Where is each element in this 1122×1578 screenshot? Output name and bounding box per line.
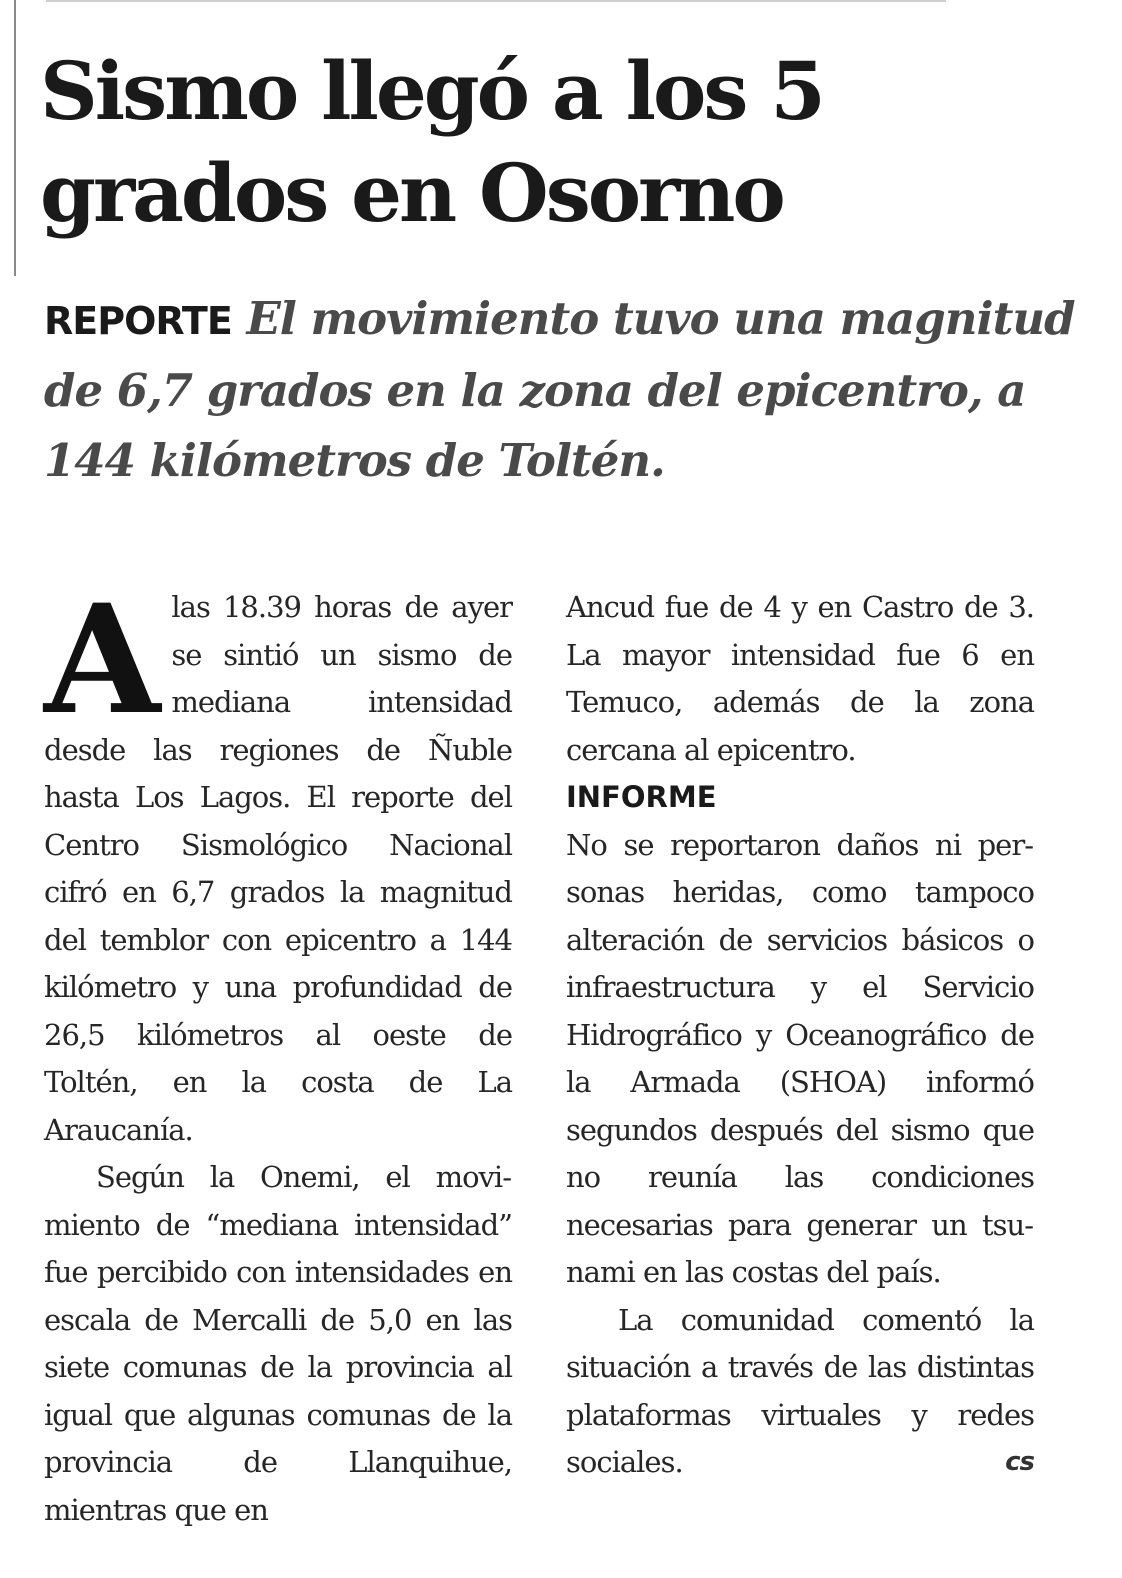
subhead-informe: INFORME [566,780,717,814]
end-mark-icon: cs [1005,1447,1034,1477]
drop-cap: A [44,572,160,748]
kicker: REPORTE [44,299,232,343]
top-rule [46,0,946,2]
paragraph-1: las 18.39 horas de ayer se sintió un sismo de mediana intensidad desde las regiones de Ñuble hasta Los Lagos. El reporte del Centro Sismológico Nacional cifró en 6,7 grados la magnitud del temblor con epicentro a 144 kilómetro y una profundidad de 26,5 kilómetros al oeste de Toltén, en la costa de La Araucanía. [44,590,512,1147]
deck [44,284,1084,496]
paragraph-1-block [44,572,512,1154]
column-left [44,572,512,1534]
paragraph-3: Ancud fue de 4 y en Castro de 3. La mayor intensidad fue 6 en Temuco, además de la zona cercana al epicentro. [566,590,1034,767]
paragraph-4: No se reportaron daños ni personas heridas, como tampoco alteración de servicios básicos o infraestructura y el Servicio Hidrográfico y Oceanográfico de la Armada (SHOA) informó segundos después del sismo que no reunía las condiciones necesarias para generar un tsunami en las costas del país. [566,827,1034,1289]
deck-text: El movimiento tuvo una magnitud de 6,7 grados en la zona del epicentro, a 144 kilómetros de Toltén. [44,292,1075,487]
column-right [566,584,1034,1487]
headline: Sismo llegó a los 5 grados en Osorno [40,44,823,240]
paragraph-5-block [566,1297,1034,1487]
side-rule [14,0,16,276]
paragraph-5: La comunidad comentó la situación a través de las distintas plataformas virtuales y redes sociales. [566,1302,1034,1479]
paragraph-2: Según la Onemi, el movimiento de “mediana intensidad” fue percibido con intensidades en escala de Mercalli de 5,0 en las siete comunas de la provincia al igual que algunas comunas de la provincia de Llanquihue, mientras que en [44,1160,512,1527]
